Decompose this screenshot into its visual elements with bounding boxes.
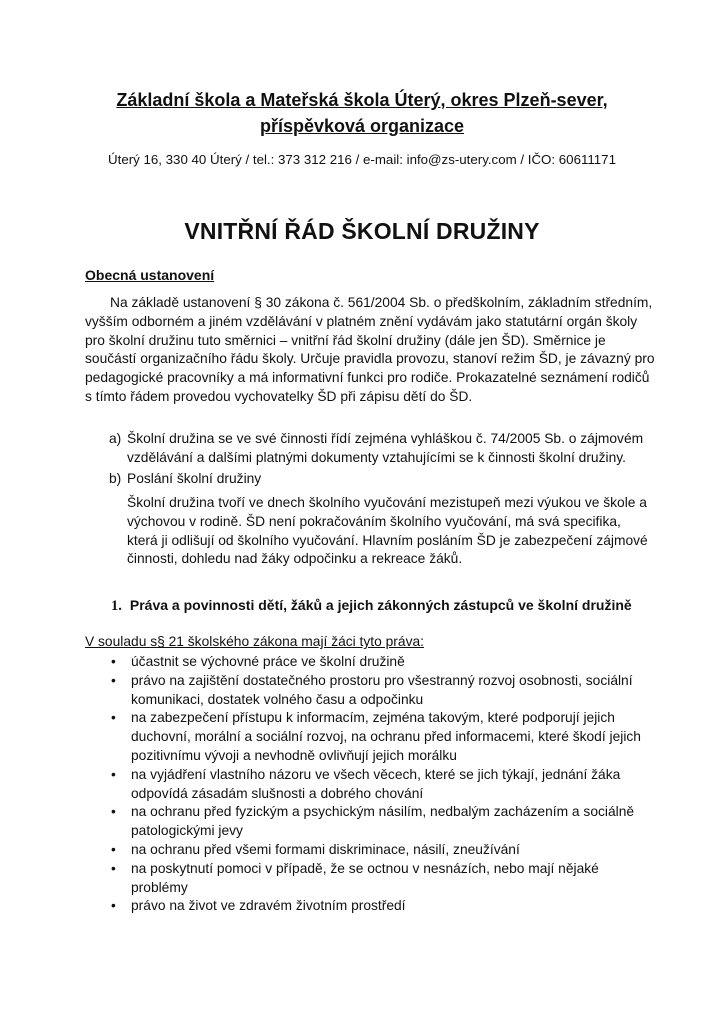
intro-paragraph: Na základě ustanovení § 30 zákona č. 561/2004 Sb. o předškolním, základním středním, vyšším odborném a jiném vzdělávání v platném znění vydávám jako statutární orgán školy pro školní družinu tuto směrnici – vnitřní řád školní družiny (dále jen ŠD). Směrnice je součástí organizačního řádu školy. Určuje pravidla provozu, stanoví režim ŠD, je závazný pro pedagogické pracovníky a má informativní funkci pro rodiče. Prokazatelné seznámení rodičů s tímto řádem provedou vychovatelky ŠD při zápisu dětí do ŠD. <box>85 295 655 404</box>
bullet-icon: • <box>111 860 116 876</box>
list-item: • účastnit se výchovné práce ve školní družině <box>111 653 656 672</box>
list-item: • na zabezpečení přístupu k informacím, zejména takovým, které podporují jejich duchovní, morální a sociální rozvoj, na ochranu před informacemi, které škodí jejich pozitivnímu vývoji a nevhodně ovlivňují jejich morálku <box>111 710 641 763</box>
bullet-icon: • <box>111 766 116 782</box>
bullet-icon: • <box>111 654 116 669</box>
list-item: • na ochranu před fyzickým a psychickým násilím, nedbalým zacházením a sociálně patologickými jevy <box>111 804 635 839</box>
bullet-icon: • <box>111 672 116 688</box>
list-item-b-label: b) <box>109 471 122 486</box>
school-name-line2: příspěvková organizace <box>259 116 465 136</box>
bullet-icon: • <box>111 841 116 857</box>
list-item: • na ochranu před všemi formami diskriminace, násilí, zneužívání <box>111 841 656 860</box>
section-general-heading: Obecná ustanovení <box>85 267 215 283</box>
list-item-b <box>85 470 655 489</box>
document-title: VNITŘNÍ ŘÁD ŠKOLNÍ DRUŽINY <box>184 218 540 244</box>
list-item-a-text: Školní družina se ve své činnosti řídí zejména vyhláškou č. 74/2005 Sb. o zájmovém vzdělávání a dalšími platnými dokumenty vztahujícími se k činnosti školní družiny. <box>127 431 644 465</box>
bullet-icon: • <box>111 804 116 820</box>
list-item-a <box>85 430 655 468</box>
school-contact: Úterý 16, 330 40 Úterý / tel.: 373 312 216 / e-mail: info@zs-utery.com / IČO: 60611171 <box>108 152 616 167</box>
section-1-heading <box>111 597 632 615</box>
list-item: • na poskytnutí pomoci v případě, že se octnou v nesnázích, nebo mají nějaké problémy <box>111 860 599 895</box>
list-item: • na vyjádření vlastního názoru ve všech věcech, které se jich týkají, jednání žáka odpovídá zásadám slušnosti a dobrého chování <box>111 766 621 801</box>
section-1-title: Práva a povinnosti dětí, žáků a jejich zákonných zástupců ve školní družině <box>129 597 632 613</box>
school-name-line1: Základní škola a Mateřská škola Úterý, okres Plzeň-sever, <box>116 90 608 110</box>
bullet-icon: • <box>111 710 116 726</box>
rights-lead: V souladu s§ 21 školského zákona mají žáci tyto práva: <box>85 634 424 649</box>
rights-list <box>111 653 656 916</box>
bullet-icon: • <box>111 898 116 914</box>
mission-paragraph: Školní družina tvoří ve dnech školního vyučování mezistupeň mezi výukou ve škole a výchovou v rodině. ŠD není pokračováním školního vyučování, má svá specifika, která ji odlišují od školního vyučování. Hlavním posláním ŠD je zabezpečení zájmové činnosti, dohledu nad žáky odpočinku a rekreace žáků. <box>127 495 648 567</box>
section-1-number: 1. <box>111 598 122 614</box>
list-item-a-label: a) <box>109 431 122 446</box>
list-item: • právo na život ve zdravém životním prostředí <box>111 897 656 916</box>
list-item-b-text: Poslání školní družiny <box>127 471 262 486</box>
list-item: • právo na zajištění dostatečného prostoru pro všestranný rozvoj osobnosti, sociální komunikaci, dostatek volného času a odpočinku <box>111 672 633 707</box>
